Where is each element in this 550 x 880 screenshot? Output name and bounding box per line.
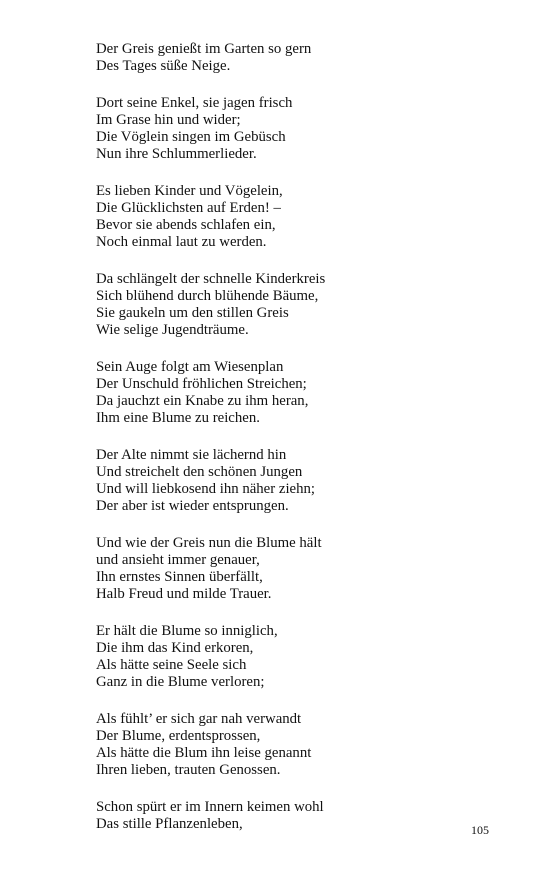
poem-stanza [96,359,496,426]
poem-line: Das stille Pflanzenleben, [96,816,243,833]
poem-line: und ansieht immer genauer, [96,552,260,569]
poem-line: Ihren lieben, trauten Genossen. [96,761,281,778]
poem-line: Die Vöglein singen im Gebüsch [96,128,286,145]
poem-stanza [96,271,496,338]
poem-stanza [96,799,496,833]
poem-line: Da schlängelt der schnelle Kinderkreis [96,271,326,288]
poem-line: Ihn ernstes Sinnen überfällt, [96,568,263,585]
poem-line: Bevor sie abends schlafen ein, [96,216,276,233]
poem-line: Im Grase hin und wider; [96,112,241,129]
poem-line: Der aber ist wieder entsprungen. [96,497,289,514]
poem-stanza [96,711,496,778]
poem-line: Und wie der Greis nun die Blume hält [96,535,322,552]
poem-line: Nun ihre Schlummerlieder. [96,145,257,162]
poem-line: Es lieben Kinder und Vögelein, [96,183,283,200]
poem-stanza [96,41,496,75]
poem-line: Sein Auge folgt am Wiesenplan [96,359,284,376]
poem-line: Als hätte die Blum ihn leise genannt [96,744,312,761]
poem-stanza [96,183,496,250]
poem-line: Und will liebkosend ihn näher ziehn; [96,480,316,497]
poem-line: Der Unschuld fröhlichen Streichen; [96,376,307,393]
poem-line: Als hätte seine Seele sich [96,656,247,673]
poem-line: Ihm eine Blume zu reichen. [96,409,260,426]
poem-line: Sie gaukeln um den stillen Greis [96,304,289,321]
poem-stanza [96,447,496,514]
poem-line: Sich blühend durch blühende Bäume, [96,288,319,305]
poem-line: Der Greis genießt im Garten so gern [96,41,312,57]
poem-line: Noch einmal laut zu werden. [96,233,267,250]
page-number: 105 [471,823,489,837]
poem-text [96,41,496,854]
poem-line: Die Glücklichsten auf Erden! – [96,200,281,217]
poem-line: Des Tages süße Neige. [96,57,231,74]
poem-line: Und streichelt den schönen Jungen [96,464,303,481]
poem-line: Der Alte nimmt sie lächernd hin [96,447,287,464]
poem-line: Er hält die Blume so inniglich, [96,623,278,640]
poem-line: Wie selige Jugendträume. [96,321,249,338]
poem-line: Die ihm das Kind erkoren, [96,640,254,657]
poem-stanza [96,623,496,690]
poem-line: Der Blume, erdentsprossen, [96,728,261,745]
poem-line: Ganz in die Blume verloren; [96,673,265,690]
poem-line: Da jauchzt ein Knabe zu ihm heran, [96,392,309,409]
poem-line: Schon spürt er im Innern keimen wohl [96,799,324,816]
poem-line: Als fühlt’ er sich gar nah verwandt [96,711,302,728]
poem-line: Halb Freud und milde Trauer. [96,585,272,602]
poem-stanza [96,535,496,602]
poem-stanza [96,95,496,162]
poem-line: Dort seine Enkel, sie jagen frisch [96,95,293,112]
